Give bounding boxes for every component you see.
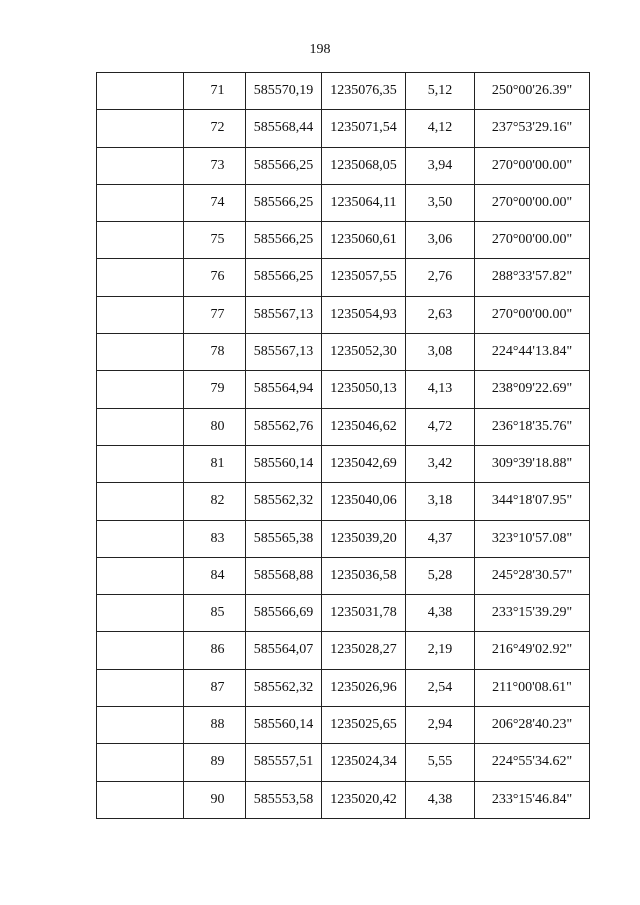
cell-text: 81	[210, 455, 225, 471]
distance-cell	[406, 557, 475, 594]
cell-text: 585567,13	[253, 344, 314, 360]
cell-text: 270°00'00.00"	[491, 194, 573, 210]
bearing-cell	[475, 445, 590, 482]
bearing-cell	[475, 371, 590, 408]
blank-cell	[97, 110, 184, 147]
cell-text: 585568,44	[253, 120, 314, 136]
bearing-cell	[475, 595, 590, 632]
y-coordinate-cell	[322, 669, 406, 706]
point-number-cell	[184, 781, 246, 818]
distance-cell	[406, 707, 475, 744]
x-coordinate-cell	[246, 334, 322, 371]
distance-cell	[406, 408, 475, 445]
cell-text: 1235076,35	[330, 83, 397, 98]
point-number-cell	[184, 334, 246, 371]
cell-text: 270°00'00.00"	[491, 306, 573, 322]
cell-text: 1235046,62	[330, 418, 397, 434]
y-coordinate-cell	[322, 371, 406, 408]
table-row	[97, 445, 590, 482]
cell-text: 245°28'30.57"	[491, 567, 573, 583]
x-coordinate-cell	[246, 110, 322, 147]
x-coordinate-cell	[246, 371, 322, 408]
cell-text: 206°28'40.23"	[491, 717, 573, 733]
blank-cell	[97, 445, 184, 482]
cell-text: 224°44'13.84"	[491, 344, 573, 360]
cell-text: 5,28	[427, 567, 453, 583]
cell-text: 84	[210, 567, 225, 583]
x-coordinate-cell	[246, 557, 322, 594]
x-coordinate-cell	[246, 73, 322, 110]
point-number-cell	[184, 73, 246, 110]
table-row	[97, 520, 590, 557]
point-number-cell	[184, 707, 246, 744]
x-coordinate-cell	[246, 744, 322, 781]
page-number: 198	[309, 42, 331, 57]
cell-text: 1235068,05	[330, 157, 397, 173]
cell-text: 2,63	[427, 306, 453, 322]
x-coordinate-cell	[246, 669, 322, 706]
cell-text: 1235040,06	[330, 493, 397, 509]
blank-cell	[97, 296, 184, 333]
cell-text: 585566,25	[253, 157, 314, 173]
bearing-cell	[475, 632, 590, 669]
x-coordinate-cell	[246, 632, 322, 669]
table-row	[97, 408, 590, 445]
cell-text: 85	[210, 605, 225, 621]
blank-cell	[97, 184, 184, 221]
cell-text: 1235039,20	[330, 530, 397, 546]
cell-text: 1235036,58	[330, 567, 397, 583]
cell-text: 323°10'57.08"	[491, 530, 573, 546]
coordinates-table	[96, 72, 590, 819]
distance-cell	[406, 520, 475, 557]
blank-cell	[97, 334, 184, 371]
y-coordinate-cell	[322, 296, 406, 333]
table-row	[97, 707, 590, 744]
y-coordinate-cell	[322, 595, 406, 632]
distance-cell	[406, 669, 475, 706]
x-coordinate-cell	[246, 520, 322, 557]
y-coordinate-cell	[322, 73, 406, 110]
table-row	[97, 371, 590, 408]
cell-text: 585568,88	[253, 567, 314, 583]
cell-text: 87	[210, 679, 225, 695]
cell-text: 89	[210, 754, 225, 770]
y-coordinate-cell	[322, 632, 406, 669]
table-row	[97, 147, 590, 184]
cell-text: 585564,94	[253, 381, 314, 397]
point-number-cell	[184, 669, 246, 706]
x-coordinate-cell	[246, 595, 322, 632]
cell-text: 86	[210, 642, 225, 658]
cell-text: 4,38	[427, 605, 453, 621]
cell-text: 76	[210, 269, 225, 285]
cell-text: 75	[210, 232, 225, 248]
distance-cell	[406, 445, 475, 482]
cell-text: 1235057,55	[330, 269, 397, 285]
table-row	[97, 669, 590, 706]
cell-text: 1235064,11	[330, 194, 397, 210]
table-row	[97, 595, 590, 632]
cell-text: 3,06	[427, 232, 453, 248]
table-row	[97, 632, 590, 669]
cell-text: 4,13	[427, 381, 453, 397]
bearing-cell	[475, 259, 590, 296]
bearing-cell	[475, 557, 590, 594]
y-coordinate-cell	[322, 520, 406, 557]
cell-text: 4,38	[427, 791, 453, 807]
cell-text: 1235025,65	[330, 717, 397, 733]
x-coordinate-cell	[246, 147, 322, 184]
cell-text: 5,12	[427, 83, 453, 98]
cell-text: 1235026,96	[330, 679, 397, 695]
bearing-cell	[475, 669, 590, 706]
x-coordinate-cell	[246, 445, 322, 482]
bearing-cell	[475, 147, 590, 184]
cell-text: 74	[210, 194, 225, 210]
cell-text: 288°33'57.82"	[491, 269, 573, 285]
cell-text: 585567,13	[253, 306, 314, 322]
table-row	[97, 483, 590, 520]
cell-text: 211°00'08.61"	[492, 679, 572, 695]
point-number-cell	[184, 110, 246, 147]
cell-text: 3,94	[427, 157, 453, 173]
cell-text: 2,94	[427, 717, 453, 733]
table-row	[97, 557, 590, 594]
y-coordinate-cell	[322, 222, 406, 259]
cell-text: 2,76	[427, 269, 453, 285]
cell-text: 3,18	[427, 493, 453, 509]
distance-cell	[406, 184, 475, 221]
table-body	[97, 73, 590, 819]
cell-text: 1235054,93	[330, 306, 397, 322]
cell-text: 2,54	[427, 679, 453, 695]
table-row	[97, 781, 590, 818]
y-coordinate-cell	[322, 781, 406, 818]
blank-cell	[97, 669, 184, 706]
cell-text: 80	[210, 418, 225, 434]
cell-text: 585570,19	[253, 83, 314, 98]
cell-text: 2,19	[427, 642, 453, 658]
x-coordinate-cell	[246, 781, 322, 818]
cell-text: 224°55'34.62"	[491, 754, 573, 770]
cell-text: 237°53'29.16"	[491, 120, 573, 136]
blank-cell	[97, 259, 184, 296]
cell-text: 73	[210, 157, 225, 173]
y-coordinate-cell	[322, 557, 406, 594]
cell-text: 585562,32	[253, 679, 314, 695]
blank-cell	[97, 557, 184, 594]
cell-text: 1235028,27	[330, 642, 397, 658]
blank-cell	[97, 222, 184, 259]
point-number-cell	[184, 557, 246, 594]
y-coordinate-cell	[322, 483, 406, 520]
y-coordinate-cell	[322, 334, 406, 371]
cell-text: 309°39'18.88"	[491, 455, 573, 471]
bearing-cell	[475, 222, 590, 259]
cell-text: 585560,14	[253, 455, 314, 471]
bearing-cell	[475, 110, 590, 147]
distance-cell	[406, 296, 475, 333]
distance-cell	[406, 147, 475, 184]
blank-cell	[97, 595, 184, 632]
point-number-cell	[184, 147, 246, 184]
bearing-cell	[475, 73, 590, 110]
cell-text: 77	[210, 306, 225, 322]
cell-text: 71	[210, 83, 225, 98]
distance-cell	[406, 595, 475, 632]
y-coordinate-cell	[322, 147, 406, 184]
blank-cell	[97, 520, 184, 557]
table-row	[97, 744, 590, 781]
cell-text: 344°18'07.95"	[491, 493, 573, 509]
cell-text: 1235060,61	[330, 232, 397, 248]
cell-text: 236°18'35.76"	[491, 418, 573, 434]
table-row	[97, 296, 590, 333]
y-coordinate-cell	[322, 184, 406, 221]
blank-cell	[97, 73, 184, 110]
cell-text: 3,42	[427, 455, 453, 471]
point-number-cell	[184, 408, 246, 445]
distance-cell	[406, 73, 475, 110]
cell-text: 585557,51	[253, 754, 314, 770]
y-coordinate-cell	[322, 408, 406, 445]
bearing-cell	[475, 744, 590, 781]
bearing-cell	[475, 781, 590, 818]
cell-text: 4,37	[427, 530, 453, 546]
bearing-cell	[475, 520, 590, 557]
cell-text: 1235052,30	[330, 344, 397, 360]
y-coordinate-cell	[322, 707, 406, 744]
x-coordinate-cell	[246, 408, 322, 445]
bearing-cell	[475, 408, 590, 445]
cell-text: 1235071,54	[330, 120, 397, 136]
blank-cell	[97, 408, 184, 445]
point-number-cell	[184, 520, 246, 557]
cell-text: 585560,14	[253, 717, 314, 733]
cell-text: 585566,25	[253, 269, 314, 285]
blank-cell	[97, 371, 184, 408]
blank-cell	[97, 707, 184, 744]
bearing-cell	[475, 184, 590, 221]
bearing-cell	[475, 334, 590, 371]
cell-text: 585562,32	[253, 493, 314, 509]
x-coordinate-cell	[246, 483, 322, 520]
cell-text: 585564,07	[253, 642, 314, 658]
distance-cell	[406, 744, 475, 781]
cell-text: 585566,69	[253, 605, 314, 621]
cell-text: 1235042,69	[330, 455, 397, 471]
cell-text: 1235024,34	[330, 754, 397, 770]
y-coordinate-cell	[322, 744, 406, 781]
distance-cell	[406, 259, 475, 296]
y-coordinate-cell	[322, 110, 406, 147]
cell-text: 83	[210, 530, 225, 546]
distance-cell	[406, 110, 475, 147]
y-coordinate-cell	[322, 445, 406, 482]
bearing-cell	[475, 296, 590, 333]
distance-cell	[406, 781, 475, 818]
point-number-cell	[184, 744, 246, 781]
point-number-cell	[184, 259, 246, 296]
blank-cell	[97, 781, 184, 818]
point-number-cell	[184, 483, 246, 520]
cell-text: 585565,38	[253, 530, 314, 546]
cell-text: 1235031,78	[330, 605, 397, 621]
point-number-cell	[184, 222, 246, 259]
cell-text: 585562,76	[253, 418, 314, 434]
point-number-cell	[184, 632, 246, 669]
x-coordinate-cell	[246, 707, 322, 744]
cell-text: 1235050,13	[330, 381, 397, 397]
cell-text: 3,50	[427, 194, 453, 210]
blank-cell	[97, 147, 184, 184]
table-row	[97, 259, 590, 296]
cell-text: 270°00'00.00"	[491, 232, 573, 248]
table-row	[97, 222, 590, 259]
bearing-cell	[475, 483, 590, 520]
cell-text: 79	[210, 381, 225, 397]
cell-text: 88	[210, 717, 225, 733]
cell-text: 5,55	[427, 754, 453, 770]
blank-cell	[97, 632, 184, 669]
cell-text: 78	[210, 344, 225, 360]
distance-cell	[406, 222, 475, 259]
distance-cell	[406, 632, 475, 669]
cell-text: 72	[210, 120, 225, 136]
table-row	[97, 73, 590, 110]
cell-text: 270°00'00.00"	[491, 157, 573, 173]
point-number-cell	[184, 371, 246, 408]
x-coordinate-cell	[246, 184, 322, 221]
cell-text: 585566,25	[253, 194, 314, 210]
table-row	[97, 110, 590, 147]
bearing-cell	[475, 707, 590, 744]
x-coordinate-cell	[246, 222, 322, 259]
cell-text: 585566,25	[253, 232, 314, 248]
distance-cell	[406, 334, 475, 371]
cell-text: 233°15'46.84"	[491, 791, 573, 807]
point-number-cell	[184, 595, 246, 632]
cell-text: 233°15'39.29"	[491, 605, 573, 621]
y-coordinate-cell	[322, 259, 406, 296]
cell-text: 238°09'22.69"	[491, 381, 573, 397]
x-coordinate-cell	[246, 296, 322, 333]
blank-cell	[97, 744, 184, 781]
point-number-cell	[184, 184, 246, 221]
x-coordinate-cell	[246, 259, 322, 296]
distance-cell	[406, 371, 475, 408]
point-number-cell	[184, 445, 246, 482]
distance-cell	[406, 483, 475, 520]
cell-text: 4,12	[427, 120, 453, 136]
cell-text: 4,72	[427, 418, 453, 434]
table-row	[97, 334, 590, 371]
table-row	[97, 184, 590, 221]
point-number-cell	[184, 296, 246, 333]
cell-text: 1235020,42	[330, 791, 397, 807]
blank-cell	[97, 483, 184, 520]
cell-text: 90	[210, 791, 225, 807]
cell-text: 585553,58	[253, 791, 314, 807]
cell-text: 3,08	[427, 344, 453, 360]
cell-text: 216°49'02.92"	[491, 642, 573, 658]
cell-text: 82	[210, 493, 225, 509]
cell-text: 250°00'26.39"	[491, 83, 573, 98]
